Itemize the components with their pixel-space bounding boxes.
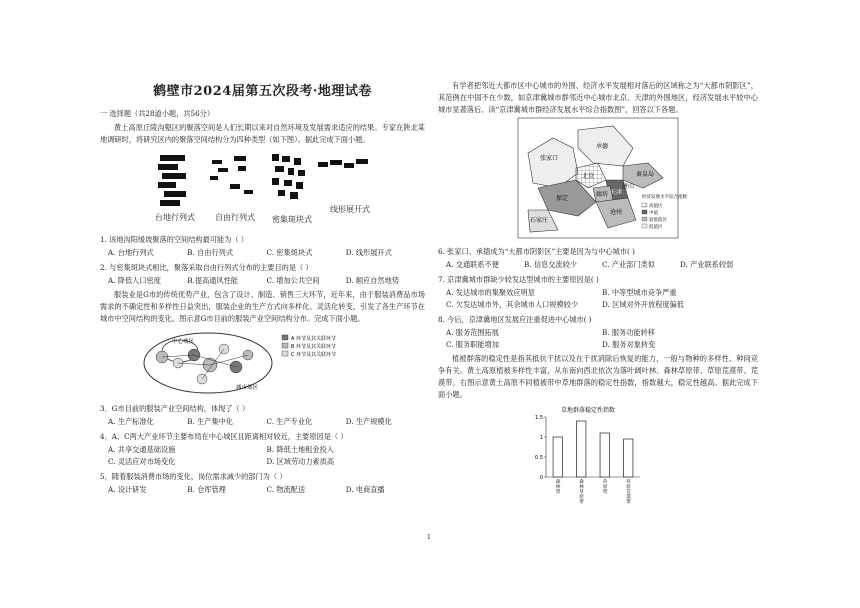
map-legend-2: 中值: [649, 211, 658, 216]
y-tick-label: 0: [539, 475, 543, 481]
chart-title: 草地群落稳定性指数: [560, 407, 616, 414]
option: C. 增加公共空间: [266, 276, 320, 285]
option: D. 产业联系较弱: [680, 260, 734, 269]
option: C. 产业部门类似: [602, 260, 655, 269]
option: A. 发达城市的集聚效应明显: [446, 288, 535, 297]
map-legend-4: 低值区: [649, 225, 663, 230]
question-5: 5．随着服装消费市场的变化，岗位需求减少的部门为（ ）: [100, 472, 287, 481]
option: A. 设计研发: [108, 485, 147, 494]
option: A. 台地行列式: [108, 248, 154, 257]
option: D. 服务对象转变: [602, 340, 656, 349]
place-langfang: 廊坊: [596, 191, 609, 198]
option: B. 中等型城市竞争严重: [602, 288, 677, 297]
label-free: 自由行列式: [215, 213, 255, 222]
settlement-structure-figure: [100, 150, 425, 228]
option: B. 自由行列式: [187, 248, 234, 257]
stability-bar-chart: [528, 403, 758, 517]
option: C. 物流配送: [266, 485, 306, 494]
question-7-options: [438, 287, 758, 311]
bar: [600, 433, 609, 477]
x-tick-label: 草原荒漠带: [626, 480, 631, 505]
option: C. 灵活应对市场变化: [108, 457, 176, 466]
option: C. 服务职能增加: [446, 340, 499, 349]
bar: [624, 439, 633, 477]
y-tick-label: 1.5: [535, 415, 543, 421]
option: D. 区域劳动力素质高: [266, 457, 335, 466]
question-3: 3．G市目前的服装产业空间结构，体现了（ ）: [100, 404, 250, 413]
suburb-label: 城市郊区: [236, 385, 259, 391]
question-3-options: [100, 416, 425, 428]
map-legend-1: 高值区: [649, 204, 663, 209]
passage-4: 植被群落的稳定性是指其抵抗干扰以及在干扰消除后恢复的能力，一般与物种的多样性、种间竞争有关。黄土高原植被多样性丰富，从东南向西北依次为落叶阔叶林、森林草原带、草原荒漠带、荒漠带。右图示意黄土高原不同植被带中草地群落的稳定性指数，指数越大，稳定性越高。据此完成下面小题。: [438, 354, 758, 399]
option: B. 生产集中化: [187, 417, 234, 426]
x-tick-label: 草原带: [602, 480, 608, 495]
option: C. 生产专业化: [266, 417, 313, 426]
map-legend-3: 较低值区: [649, 218, 667, 223]
map-legend-title: 经济发展水平综合指数: [642, 195, 687, 200]
place-beijing: 北京: [582, 173, 595, 180]
option: A. 共享交通基础设施: [108, 445, 176, 454]
option: A. 生产标准化: [108, 417, 154, 426]
garment-industry-figure: [140, 329, 425, 399]
question-4-options: [100, 444, 425, 468]
option: C. 密集斑块式: [266, 248, 313, 257]
option: D. 区域对外开放程度偏低: [602, 300, 684, 309]
page-number: 1: [427, 534, 431, 541]
passage-3: 有学者把邻近大都市区中心城市的外围、经济水平发展相对落后的区域称之为“大都市阴影区”，其范例在中国不在少数，如京津冀城市群邻近中心城市北京、天津的外围地区，经济发展水平较中心城市显著落后。读“京津冀城市群经济发展水平综合指数图”，回答以下各题。: [438, 81, 758, 114]
legend-c: C 环节及其关联环节: [291, 352, 337, 358]
label-linear: 线形展开式: [330, 205, 370, 214]
right-column: [438, 80, 758, 517]
jingjinji-map: [518, 118, 758, 242]
y-tick-label: 1: [539, 435, 543, 441]
option: D. 生产规模化: [345, 417, 392, 426]
center-city-label: 中心城区: [172, 339, 195, 345]
option: A. 交通联系不便: [446, 260, 499, 269]
question-8: 8. 今后，京津冀地区发展应注重促进中心城市( ): [438, 315, 592, 324]
option: D. 电商直播: [345, 485, 385, 494]
option: B. 服务功能转移: [602, 328, 655, 337]
place-shijiazhuang: 石家庄: [530, 217, 549, 224]
left-column: [100, 80, 425, 498]
x-tick-label: 森林草原带: [579, 480, 584, 505]
option: D. 顺应自然地势: [345, 276, 399, 285]
question-4: 4．A、C两大产业环节主要布局在中心城区且距离相对较近，主要原因是（ ）: [100, 432, 348, 441]
option: A. 服务范围拓展: [446, 328, 499, 337]
bar: [577, 421, 586, 477]
passage-2: 服装业是G市的传统优势产业，包含了设计、制造、销售三大环节，近年来，由于服装消费品市场需求的不确定性和多样性日益突出，服装企业的生产方式向多样化、灵活化转变，引发了各生产环节在城市中空间结构的变化。图示意G市目前的服装产业空间结构分布。完成下面小题。: [100, 290, 425, 323]
place-tianjin: 天津: [610, 189, 623, 196]
option: B.提高通风性能: [187, 276, 238, 285]
place-cangzhou: 沧州: [610, 209, 623, 216]
option: B. 信息交流较少: [524, 260, 577, 269]
option: D. 线形展开式: [345, 248, 392, 257]
option: B. 降低土地租金投入: [266, 445, 334, 454]
passage-1: 黄土高原丘陵沟壑区的聚落空间是人们长期以来对自然环境及发展需求适应的结果。专家在陕北某地调研时，将研究区内的聚落空间结构分为四种类型（如下图）。据此完成下面小题。: [100, 123, 425, 144]
question-2-options: [100, 275, 425, 287]
option: B. 仓库管理: [187, 485, 226, 494]
option: A. 降低人口密度: [108, 276, 161, 285]
place-qinhuangdao: 秦皇岛: [636, 171, 655, 178]
question-6-options: [438, 259, 758, 271]
question-1: 1. 该地沟阳缓坡聚落的空间结构最可能为（ ）: [100, 235, 248, 244]
place-zhangjiakou: 张家口: [540, 155, 559, 162]
y-tick-label: 0.5: [535, 455, 543, 461]
x-tick-label: 森林带: [555, 480, 561, 495]
question-1-options: [100, 247, 425, 259]
question-5-options: [100, 484, 425, 496]
exam-title: 鹤壁市2024届第五次段考·地理试卷: [153, 84, 372, 99]
bar: [553, 437, 562, 477]
option: C. 欠发达城市外，其余城市人口规模较少: [446, 300, 579, 309]
question-6: 6. 张家口、承德成为“大都市阴影区”主要是因为与中心城市( ): [438, 247, 635, 256]
question-2: 2. 与密集斑块式相比，聚落采取自由行列式分布的主要目的是（ ）: [100, 263, 313, 272]
question-8-options: [438, 327, 758, 351]
legend-b: B 环节及其关联环节: [291, 344, 337, 350]
section-heading: 一 选择题（共28道小题，共56分）: [100, 109, 215, 118]
question-7: 7. 京津冀城市群缺少较发达型城市的主要原因是( ): [438, 275, 599, 284]
label-platform: 台地行列式: [155, 213, 195, 222]
label-dense: 密集斑块式: [272, 215, 312, 224]
legend-a: A 环节及其关联环节: [291, 336, 337, 342]
place-baoding: 保定: [556, 195, 569, 202]
place-tangshan: 唐山: [622, 183, 635, 190]
place-chengde: 承德: [596, 143, 609, 150]
